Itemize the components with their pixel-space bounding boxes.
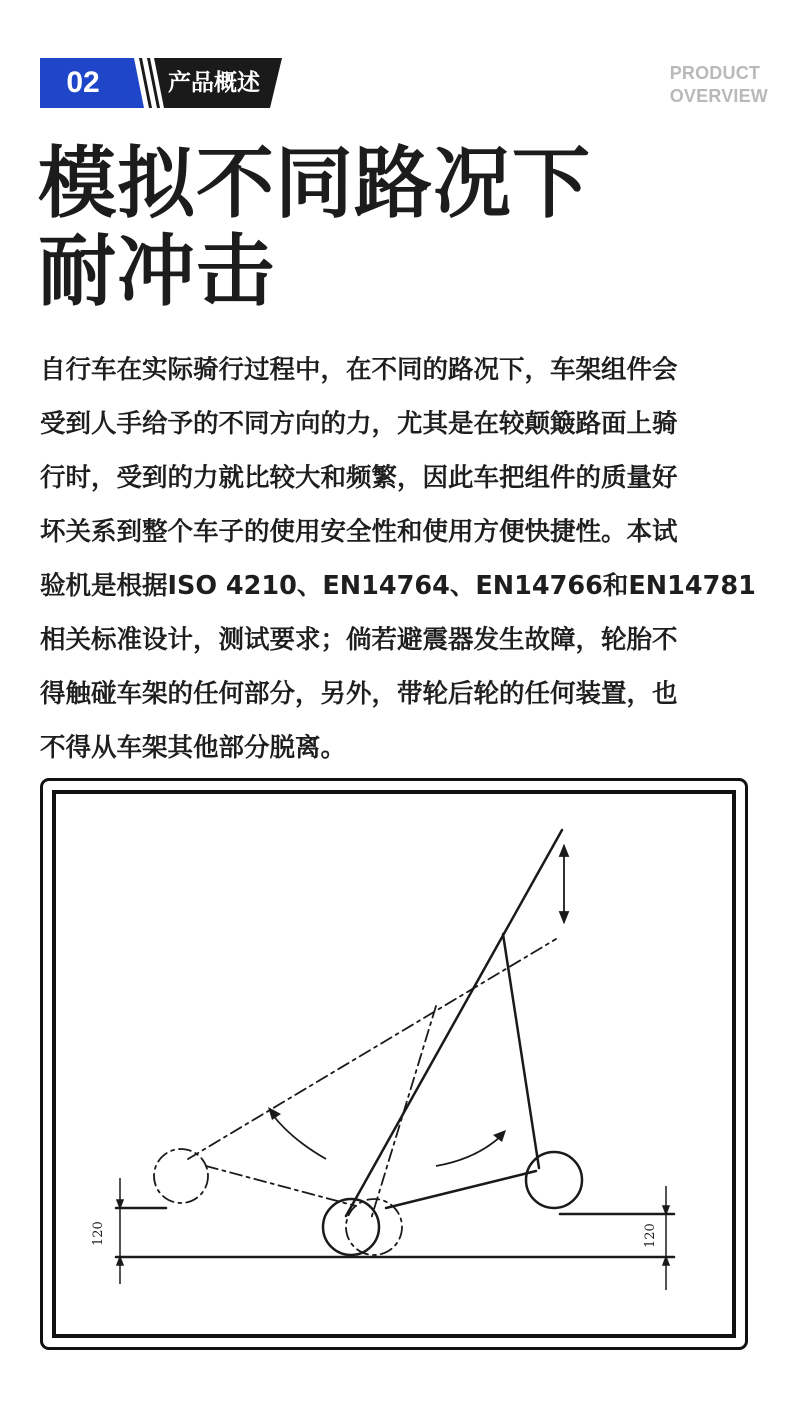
description-line: 自行车在实际骑行过程中，在不同的路况下，车架组件会 xyxy=(40,355,678,385)
chain-stay-line xyxy=(386,1171,536,1208)
test-diagram-frame xyxy=(40,778,748,1350)
test-diagram-drawing xyxy=(56,794,736,1338)
page-title xyxy=(38,140,591,316)
description-line: 行时，受到的力就比较大和频繁，因此车把组件的质量好 xyxy=(40,463,678,493)
tilted-stay-line xyxy=(206,1166,356,1206)
left-dimension-label: 120 xyxy=(91,1221,106,1246)
left-swing-arrowhead xyxy=(268,1107,281,1120)
description-line: 得触碰车架的任何部分，另外，带轮后轮的任何装置，也 xyxy=(40,679,678,709)
right-swing-arrow xyxy=(436,1136,501,1166)
fork-line xyxy=(346,830,562,1216)
section-english-line1: PRODUCT xyxy=(669,63,761,83)
description-paragraph xyxy=(40,343,760,775)
section-label: 产品概述 xyxy=(168,70,260,96)
left-swing-arrow xyxy=(272,1114,326,1159)
description-line: 验机是根据ISO 4210、EN14764、EN14766和EN14781 xyxy=(40,571,756,601)
description-line: 相关标准设计，测试要求；倘若避震器发生故障，轮胎不 xyxy=(40,625,678,655)
tilted-strut-line xyxy=(371,1006,436,1219)
description-line: 坏关系到整个车子的使用安全性和使用方便快捷性。本试 xyxy=(40,517,678,547)
rear-strut-line xyxy=(503,934,539,1168)
page-title-line2: 耐冲击 xyxy=(38,227,276,317)
right-dimension-label: 120 xyxy=(643,1223,658,1248)
description-line: 不得从车架其他部分脱离。 xyxy=(40,733,347,763)
tilted-rear-wheel xyxy=(154,1149,208,1203)
page-title-line1: 模拟不同路况下 xyxy=(38,139,592,229)
description-line: 受到人手给予的不同方向的力，尤其是在较颠簸路面上骑 xyxy=(40,409,678,439)
rear-wheel xyxy=(526,1152,582,1208)
section-english-line2: OVERVIEW xyxy=(669,86,768,106)
section-english-label xyxy=(670,62,768,108)
section-tag xyxy=(40,58,282,110)
section-number: 02 xyxy=(66,66,100,99)
tilted-fork-line xyxy=(188,939,556,1159)
test-diagram xyxy=(52,790,736,1338)
